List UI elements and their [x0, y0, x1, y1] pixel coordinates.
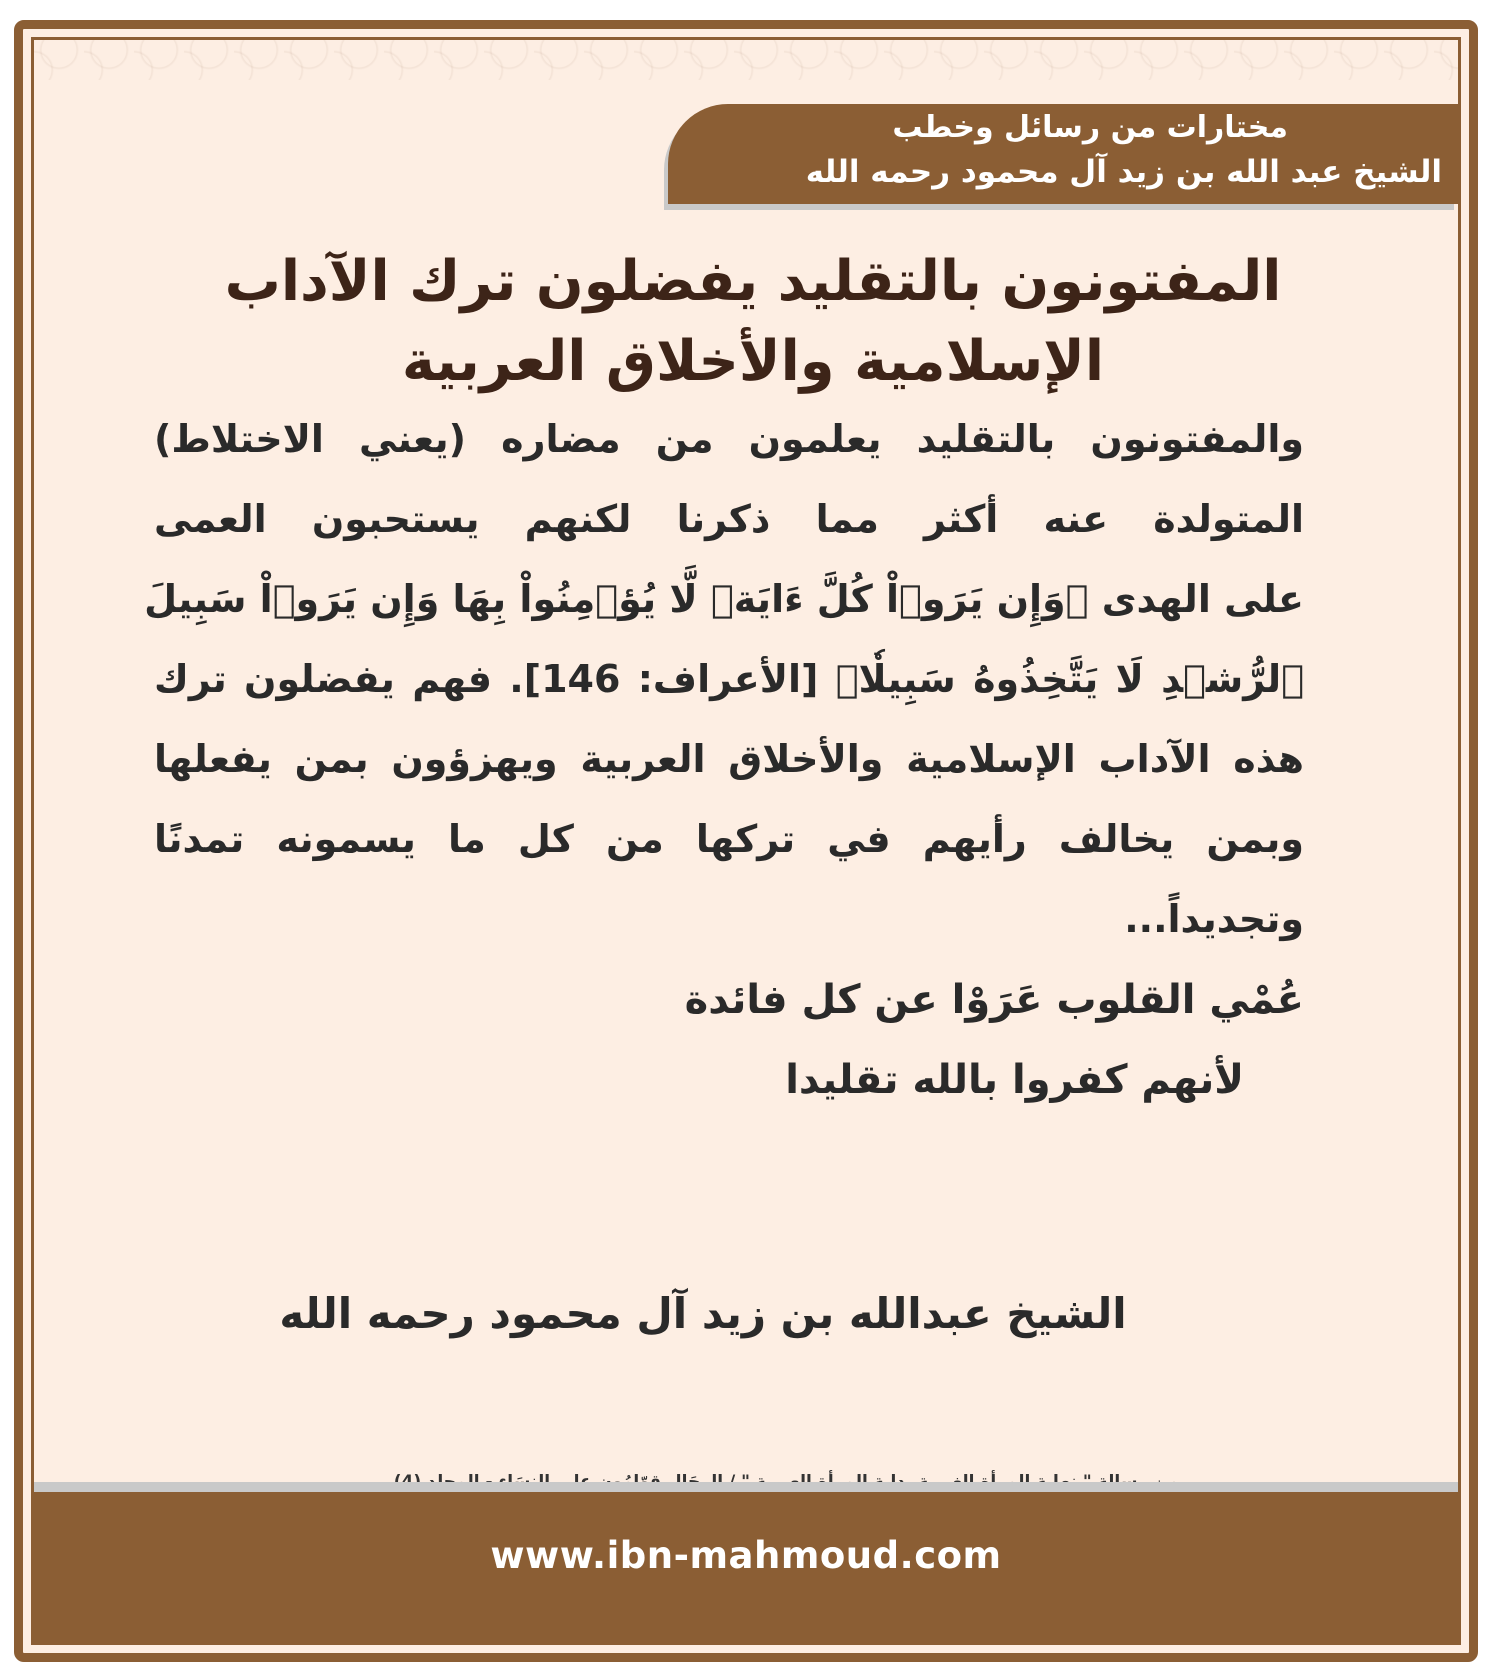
header-banner — [668, 104, 1458, 204]
body-line-quran: ٱلرُّشۡدِ لَا يَتَّخِذُوهُ سَبِيلٗا﴾ [الأعراف: 146]. فهم يفضلون ترك — [154, 657, 1304, 701]
verse-line2: لأنهم كفروا بالله تقليدا — [785, 1057, 1244, 1103]
decorative-pattern — [34, 40, 1458, 100]
body-line: هذه الآداب الإسلامية والأخلاق العربية ويهزؤون بمن يفعلها — [154, 737, 1304, 781]
website-link[interactable]: www.ibn-mahmoud.com — [490, 1534, 1002, 1577]
body-line: وبمن يخالف رأيهم في تركها من كل ما يسمونه تمدنًا — [154, 817, 1304, 861]
source-citation: من رسالة " نهاية المرأة الغربية بداية المرأة العربية " / الرجَال قوّامُون على النسَاء - المجلد (4) — [393, 1472, 1179, 1492]
quote-card — [14, 20, 1478, 1662]
body-line: وتجديداً... — [1124, 897, 1304, 941]
header-author: الشيخ عبد الله بن زيد آل محمود رحمه الله — [805, 154, 1442, 190]
author-signature: الشيخ عبدالله بن زيد آل محمود رحمه الله — [279, 1289, 1127, 1338]
article-title-line2: الإسلامية والأخلاق العربية — [401, 329, 1105, 394]
body-line-quran: على الهدى ﴿وَإِن يَرَوۡاْ كُلَّ ءَايَةٖ لَّا يُؤۡمِنُواْ بِهَا وَإِن يَرَوۡاْ سَبِيلَ — [144, 577, 1304, 621]
body-line: والمفتونون بالتقليد يعلمون من مضاره (يعني الاختلاط) — [154, 417, 1304, 461]
body-line: المتولدة عنه أكثر مما ذكرنا لكنهم يستحبون العمى — [154, 497, 1304, 541]
article-title-line1: المفتونون بالتقليد يفضلون ترك الآداب — [224, 249, 1282, 314]
header-series-title: مختارات من رسائل وخطب — [892, 110, 1288, 145]
footer-bar — [34, 1492, 1458, 1642]
verse-line1: عُمْي القلوب عَرَوْا عن كل فائدة — [684, 977, 1304, 1023]
